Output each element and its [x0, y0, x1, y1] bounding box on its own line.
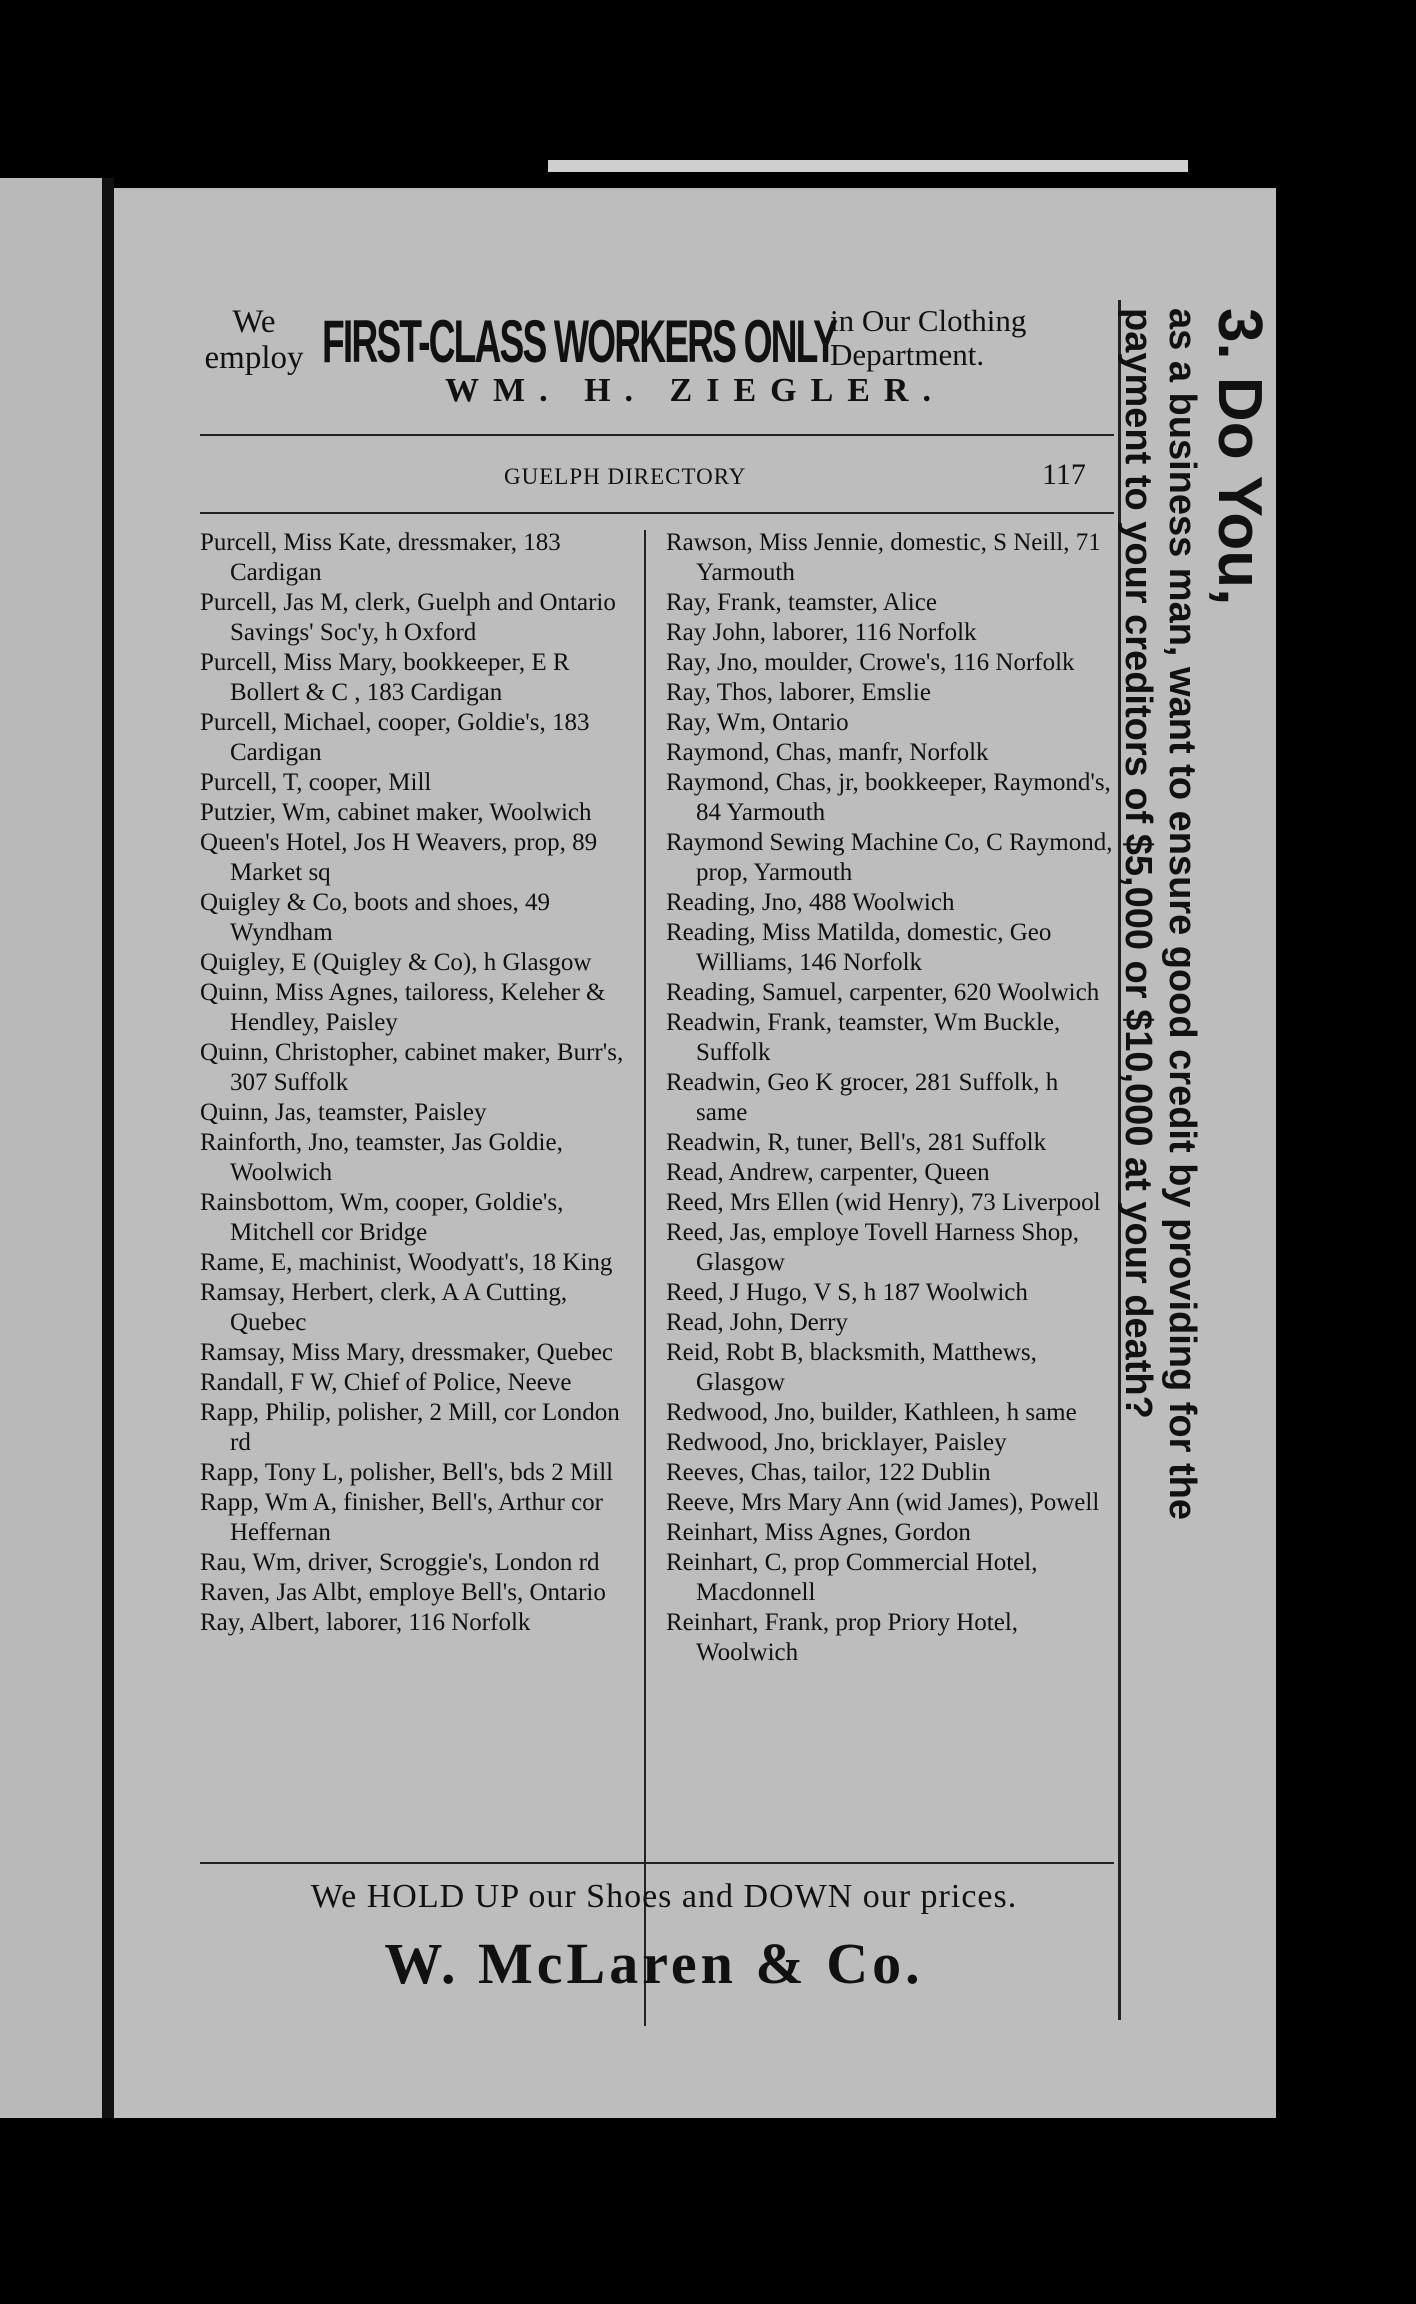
directory-entry: Putzier, Wm, cabinet maker, Woolwich [200, 799, 592, 826]
footer-rule [200, 1862, 1114, 1864]
directory-entry: Redwood, Jno, builder, Kathleen, h same [666, 1399, 1077, 1426]
directory-entry: Reinhart, C, prop Commercial Hotel, Macdonnell [666, 1549, 1038, 1606]
directory-entry: Rau, Wm, driver, Scroggie's, London rd [200, 1549, 600, 1576]
side-ad-line-2: as a business man, want to ensure good credit by providing for the [1161, 308, 1203, 1520]
side-ad-heading: 3. Do You, [1205, 308, 1274, 606]
directory-entry: Quigley & Co, boots and shoes, 49 Wyndham [200, 889, 550, 946]
directory-entry: Reid, Robt B, blacksmith, Matthews, Glasgow [666, 1339, 1037, 1396]
directory-entry: Ray, Frank, teamster, Alice [666, 589, 937, 616]
side-advertisement [1116, 308, 1274, 2028]
directory-entry: Reed, Jas, employe Tovell Harness Shop, Glasgow [666, 1219, 1080, 1276]
directory-entry: Ray, Wm, Ontario [666, 709, 849, 736]
directory-entry: Raymond, Chas, jr, bookkeeper, Raymond's, 84 Yarmouth [666, 769, 1111, 826]
directory-entry: Ray, Jno, moulder, Crowe's, 116 Norfolk [666, 649, 1075, 676]
directory-entry: Reinhart, Miss Agnes, Gordon [666, 1519, 971, 1546]
directory-entry: Purcell, Miss Kate, dressmaker, 183 Cardigan [200, 529, 561, 586]
directory-entry: Read, Andrew, carpenter, Queen [666, 1159, 990, 1186]
directory-entry: Rapp, Philip, polisher, 2 Mill, cor London rd [200, 1399, 620, 1456]
adjacent-page-strip [0, 178, 102, 2118]
directory-page [114, 188, 1276, 2118]
running-head-title: GUELPH DIRECTORY [504, 464, 747, 489]
column-divider [644, 530, 646, 2026]
header-rule [200, 434, 1114, 436]
we-employ-text: We employ [204, 304, 304, 376]
directory-entry: Rapp, Wm A, finisher, Bell's, Arthur cor Heffernan [200, 1489, 603, 1546]
directory-entry: Reed, J Hugo, V S, h 187 Woolwich [666, 1279, 1028, 1306]
directory-entry: Readwin, Geo K grocer, 281 Suffolk, h same [666, 1069, 1059, 1126]
directory-entry: Ray John, laborer, 116 Norfolk [666, 619, 977, 646]
directory-entry: Purcell, T, cooper, Mill [200, 769, 432, 796]
directory-entry: Redwood, Jno, bricklayer, Paisley [666, 1429, 1007, 1456]
directory-entry: Rapp, Tony L, polisher, Bell's, bds 2 Mill [200, 1459, 614, 1486]
directory-entry: Ramsay, Miss Mary, dressmaker, Quebec [200, 1339, 614, 1366]
directory-entry: Reading, Miss Matilda, domestic, Geo Williams, 146 Norfolk [666, 919, 1052, 976]
directory-entry: Reeve, Mrs Mary Ann (wid James), Powell [666, 1489, 1100, 1516]
right-column [666, 528, 1114, 1668]
directory-entry: Quinn, Miss Agnes, tailoress, Keleher & Hendley, Paisley [200, 979, 606, 1036]
directory-entry: Reading, Jno, 488 Woolwich [666, 889, 955, 916]
directory-entry: Purcell, Miss Mary, bookkeeper, E R Bollert & C , 183 Cardigan [200, 649, 570, 706]
footer-slogan: We HOLD UP our Shoes and DOWN our prices. [310, 1878, 1018, 1915]
directory-entry: Ramsay, Herbert, clerk, A A Cutting, Quebec [200, 1279, 568, 1336]
directory-entry: Readwin, R, tuner, Bell's, 281 Suffolk [666, 1129, 1047, 1156]
directory-entry: Raymond Sewing Machine Co, C Raymond, prop, Yarmouth [666, 829, 1113, 886]
scan-border-top [548, 160, 1188, 172]
directory-entry: Quigley, E (Quigley & Co), h Glasgow [200, 949, 592, 976]
directory-entry: Queen's Hotel, Jos H Weavers, prop, 89 Market sq [200, 829, 598, 886]
directory-entry: Raymond, Chas, manfr, Norfolk [666, 739, 989, 766]
directory-entry: Purcell, Michael, cooper, Goldie's, 183 Cardigan [200, 709, 590, 766]
footer-advertiser: W. McLaren & Co. [384, 1931, 924, 1996]
directory-entry: Rame, E, machinist, Woodyatt's, 18 King [200, 1249, 613, 1276]
directory-entry: Rainforth, Jno, teamster, Jas Goldie, Woolwich [200, 1129, 563, 1186]
in-our-clothing-text: in Our Clothing Department. [830, 303, 1027, 372]
directory-entry: Raven, Jas Albt, employe Bell's, Ontario [200, 1579, 606, 1606]
directory-entry: Reading, Samuel, carpenter, 620 Woolwich [666, 979, 1100, 1006]
directory-entry: Purcell, Jas M, clerk, Guelph and Ontario Savings' Soc'y, h Oxford [200, 589, 616, 646]
directory-entry: Quinn, Christopher, cabinet maker, Burr's, 307 Suffolk [200, 1039, 624, 1096]
left-column [200, 528, 640, 1638]
directory-entry: Reed, Mrs Ellen (wid Henry), 73 Liverpool [666, 1189, 1101, 1216]
page-number: 117 [1042, 458, 1086, 491]
directory-entry: Reeves, Chas, tailor, 122 Dublin [666, 1459, 991, 1486]
directory-entry: Ray, Albert, laborer, 116 Norfolk [200, 1609, 531, 1636]
directory-entry: Reinhart, Frank, prop Priory Hotel, Woolwich [666, 1609, 1019, 1666]
header-advertisement [194, 300, 1214, 420]
running-head-rule [200, 512, 1114, 514]
directory-entry: Randall, F W, Chief of Police, Neeve [200, 1369, 572, 1396]
directory-entry: Readwin, Frank, teamster, Wm Buckle, Suffolk [666, 1009, 1061, 1066]
side-ad-line-3: payment to your creditors of $5,000 or $10,000 at your death? [1117, 308, 1159, 1419]
headline-text: FIRST-CLASS WORKERS ONLY [322, 308, 837, 375]
advertiser-name: WM. H. ZIEGLER. [445, 372, 945, 409]
directory-entry: Rawson, Miss Jennie, domestic, S Neill, 71 Yarmouth [666, 529, 1101, 586]
page-gutter [102, 178, 114, 2118]
directory-entry: Ray, Thos, laborer, Emslie [666, 679, 931, 706]
directory-entry: Quinn, Jas, teamster, Paisley [200, 1099, 487, 1126]
directory-entry: Rainsbottom, Wm, cooper, Goldie's, Mitchell cor Bridge [200, 1189, 564, 1246]
directory-entry: Read, John, Derry [666, 1309, 848, 1336]
